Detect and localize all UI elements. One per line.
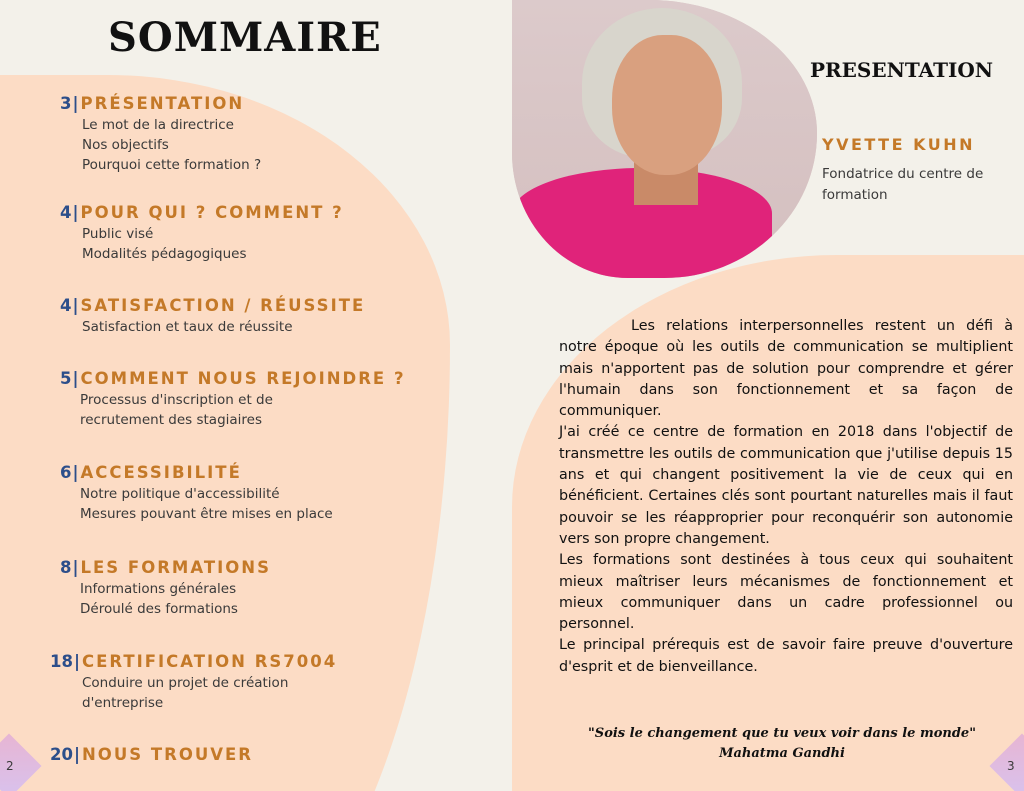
paragraph: Le principal prérequis est de savoir faire preuve d'ouverture d'esprit et de bienveillance. xyxy=(559,637,1013,675)
section-title: PRESENTATION xyxy=(810,58,994,82)
toc-page-number: 6 xyxy=(60,463,72,482)
toc-entry-nous-trouver[interactable]: 20 | NOUS TROUVER xyxy=(50,745,253,764)
toc-entry-certification[interactable]: 18 | CERTIFICATION RS7004 Conduire un projet de création d'entreprise xyxy=(50,652,338,711)
quote-text: "Sois le changement que tu veux voir dans le monde" xyxy=(588,726,976,741)
toc-subitem: Nos objectifs xyxy=(82,137,169,153)
paragraph: J'ai créé ce centre de formation en 2018 dans l'objectif de transmettre les outils de communication que j'utilise depuis 15 ans et qui changent positivement la vie de ceux qui en bénéficient. Certaines clés sont pourtant naturelles mais il faut pouvoir se les réapproprier pour reconquérir son autonomie vers son propre changement. xyxy=(559,424,1013,547)
toc-page-number: 5 xyxy=(60,369,72,388)
toc-subitems xyxy=(82,115,261,175)
toc-subitem: Le mot de la directrice xyxy=(82,117,234,133)
paragraph: Les relations interpersonnelles restent un défi à notre époque où les outils de communication se multiplient mais n'apportent pas de solution pour comprendre et gérer l'humain dans son fonctionnement et sa façon de communiquer. xyxy=(559,318,1013,420)
toc-subitem: Conduire un projet de création xyxy=(82,675,289,691)
toc-subitems xyxy=(82,224,344,264)
toc-subitem: d'entreprise xyxy=(82,695,164,711)
toc-entry-formations[interactable]: 8 | LES FORMATIONS Informations générales Déroulé des formations xyxy=(60,558,271,617)
portrait-photo xyxy=(512,0,817,278)
toc-subitem: Informations générales xyxy=(80,581,237,597)
toc-entry-accessibilite[interactable]: 6 | ACCESSIBILITÉ Notre politique d'accessibilité Mesures pouvant être mises en place xyxy=(60,463,333,522)
toc-entry-satisfaction[interactable]: 4 | SATISFACTION / RÉUSSITE Satisfaction et taux de réussite xyxy=(60,296,366,335)
toc-title: COMMENT NOUS REJOINDRE ? xyxy=(80,369,406,388)
toc-title: POUR QUI ? COMMENT ? xyxy=(80,203,344,222)
toc-subitem: Pourquoi cette formation ? xyxy=(82,157,262,173)
quote xyxy=(572,724,992,764)
toc-page-number: 3 xyxy=(60,94,72,113)
toc-subitems xyxy=(80,579,271,619)
toc-entry-pour-qui[interactable]: 4 | POUR QUI ? COMMENT ? Public visé Modalités pédagogiques xyxy=(60,203,344,262)
toc-title: LES FORMATIONS xyxy=(80,558,271,577)
toc-subitem: Satisfaction et taux de réussite xyxy=(82,319,293,335)
paragraph: Les formations sont destinées à tous ceux qui souhaitent mieux maîtriser leurs mécanismes de fonctionnement et mieux communiquer dans un cadre professionnel ou personnel. xyxy=(559,552,1013,633)
right-page xyxy=(512,0,1024,791)
toc-title: PRÉSENTATION xyxy=(80,94,245,113)
toc-subitem: Notre politique d'accessibilité xyxy=(80,486,280,502)
toc-title: SATISFACTION / RÉUSSITE xyxy=(80,296,366,315)
toc-entry-presentation[interactable]: 3 | PRÉSENTATION Le mot de la directrice Nos objectifs Pourquoi cette formation ? xyxy=(60,94,262,173)
person-role: Fondatrice du centre de formation xyxy=(822,166,984,203)
toc-title: NOUS TROUVER xyxy=(82,745,253,764)
toc-subitems xyxy=(82,673,337,713)
toc-subitem: recrutement des stagiaires xyxy=(80,412,263,428)
toc-title: ACCESSIBILITÉ xyxy=(80,463,242,482)
person-name: YVETTE KUHN xyxy=(822,135,975,154)
presentation-text xyxy=(559,316,1013,678)
page-title: SOMMAIRE xyxy=(108,14,382,61)
toc-page-number: 4 xyxy=(60,296,72,315)
quote-author: Mahatma Gandhi xyxy=(719,746,845,761)
toc-subitem: Modalités pédagogiques xyxy=(82,246,247,262)
toc-subitem: Public visé xyxy=(82,226,154,242)
page-number: 2 xyxy=(6,759,14,773)
toc-page-number: 4 xyxy=(60,203,72,222)
toc-subitem: Processus d'inscription et de xyxy=(80,392,273,408)
toc-page-number: 20 xyxy=(50,745,73,764)
toc-subitems xyxy=(82,317,365,337)
page-number: 3 xyxy=(1007,759,1015,773)
toc-page-number: 8 xyxy=(60,558,72,577)
toc-entry-rejoindre[interactable]: 5 | COMMENT NOUS REJOINDRE ? Processus d'inscription et de recrutement des stagiaires xyxy=(60,369,406,428)
toc-subitems xyxy=(80,484,333,524)
toc-page-number: 18 xyxy=(50,652,73,671)
toc-title: CERTIFICATION RS7004 xyxy=(82,652,338,671)
toc-subitem: Déroulé des formations xyxy=(80,601,238,617)
toc-subitems xyxy=(80,390,406,430)
toc-subitem: Mesures pouvant être mises en place xyxy=(80,506,333,522)
